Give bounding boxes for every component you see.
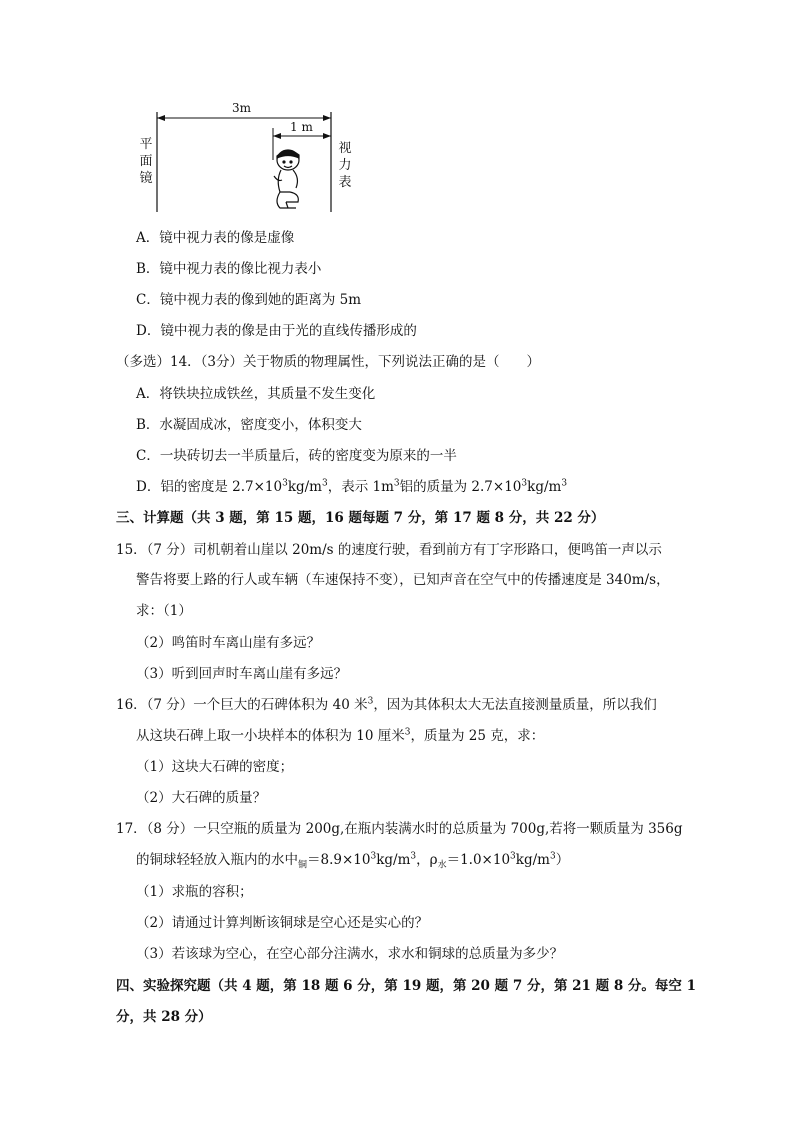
q14-option-c: C．一块砖切去一半质量后，砖的密度变为原来的一半: [136, 448, 457, 464]
q16-line-2: 从这块石碑上取一小块样本的体积为 10 厘米$^3$，质量为 25 克，求：: [136, 727, 545, 744]
q17-line-2: 的铜球轻轻放入瓶内的水中$_铜=8.9\times 10^3kg/m^3$，$\rho_水=1.0\times 10^3kg/m^3$）: [136, 851, 570, 871]
q15-line-2: 警告将要上路的行人或车辆（车速保持不变），已知声音在空气中的传播速度是 340m/s，: [136, 572, 670, 588]
q16-sub-2: （2）大石碑的质量？: [136, 790, 267, 806]
q13-option-a: A．镜中视力表的像是虚像: [136, 230, 295, 246]
q15-line-3: 求：（1）: [136, 603, 192, 619]
section-3-heading: 三、计算题（共 3 题，第 15 题，16 题每题 7 分，第 17 题 8 分，共 22 分）: [116, 510, 605, 526]
q15-sub-2: （2）鸣笛时车离山崖有多远？: [136, 635, 321, 651]
mirror-eye-chart-figure: [138, 98, 368, 216]
dim-3m-arrow-left: [157, 115, 165, 121]
section-4-heading-line-2: 分，共 28 分）: [116, 1009, 212, 1025]
q17-line-1: 17．（8 分）一只空瓶的质量为 200g,在瓶内装满水时的总质量为 700g,若将一颗质量为 356g: [116, 821, 683, 837]
mirror-label: 平 面 镜: [139, 137, 153, 186]
q16-sub-1: （1）这块大石碑的密度；: [136, 759, 294, 775]
person-icon: [274, 150, 299, 208]
dim-3m-label: 3m: [232, 101, 252, 115]
q13-option-d: D．镜中视力表的像是由于光的直线传播形成的: [136, 323, 417, 339]
dim-1m-label: 1 m: [290, 120, 313, 134]
q14-option-a: A．将铁块拉成铁丝，其质量不发生变化: [136, 386, 376, 402]
q14-option-d: D．铝的密度是 $2.7\times 10^3kg/m^3$，表示 $1m^3$铝的质量为 $2.7\times 10^3kg/m^3$: [136, 478, 568, 495]
q17-sub-1: （1）求瓶的容积；: [136, 884, 253, 900]
q17-sub-2: （2）请通过计算判断该铜球是空心还是实心的？: [136, 915, 429, 931]
q16-line-1: 16．（7 分）一个巨大的石碑体积为 40 米$^3$，因为其体积太大无法直接测量质量，所以我们: [116, 696, 657, 713]
figure-drawing: [138, 98, 368, 216]
q13-option-c: C．镜中视力表的像到她的距离为 5m: [136, 292, 362, 308]
eye-chart-label: 视 力 表: [338, 141, 352, 190]
dim-1m-arrow-right: [323, 133, 331, 139]
dim-1m-arrow-left: [273, 133, 281, 139]
q15-sub-3: （3）听到回声时车离山崖有多远？: [136, 666, 348, 682]
q13-option-b: B．镜中视力表的像比视力表小: [136, 261, 322, 277]
section-4-heading-line-1: 四、实验探究题（共 4 题，第 18 题 6 分，第 19 题，第 20 题 7 分，第 21 题 8 分。每空 1: [116, 978, 697, 994]
q15-line-1: 15．（7 分）司机朝着山崖以 20m/s 的速度行驶，看到前方有丁字形路口，便鸣笛一声以示: [116, 542, 662, 558]
q17-sub-3: （3）若该球为空心，在空心部分注满水，求水和铜球的总质量为多少？: [136, 946, 564, 962]
q14-option-b: B．水凝固成冰，密度变小，体积变大: [136, 417, 362, 433]
q14-stem: （多选）14．（3分）关于物质的物理属性，下列说法正确的是（ ）: [116, 354, 541, 370]
dim-3m-arrow-right: [323, 115, 331, 121]
